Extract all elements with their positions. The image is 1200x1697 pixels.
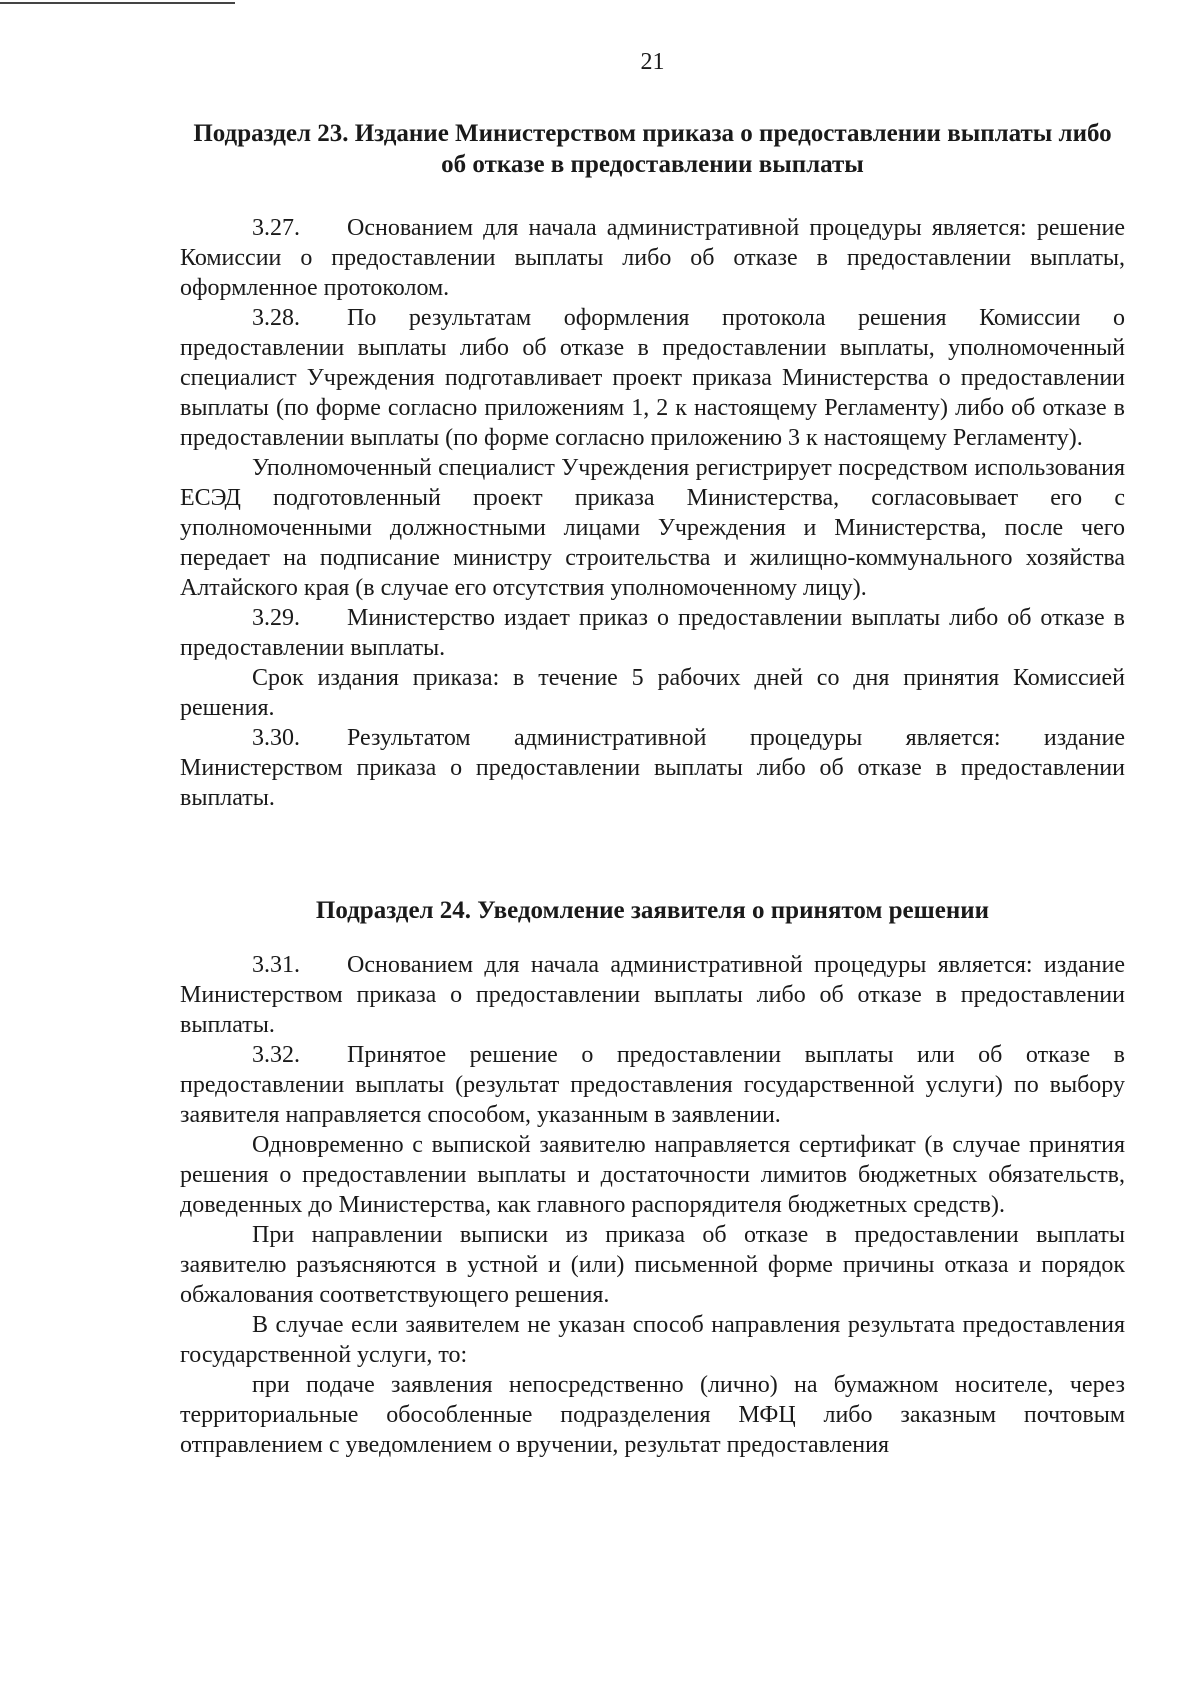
paragraph-3-30 [180, 723, 1125, 813]
paragraph-3-32 [180, 1040, 1125, 1130]
paragraph-text: По результатам оформления протокола решения Комиссии о предоставлении выплаты либо об отказе в предоставлении выплаты, уполномоченный специалист Учреждения подготавливает проект приказа Министерства о предоставлении выплаты (по форме согласно приложениям 1, 2 к настоящему Регламенту) либо об отказе в предоставлении выплаты (по форме согласно приложению 3 к настоящему Регламенту). [180, 305, 1125, 451]
paragraph-text: Срок издания приказа: в течение 5 рабочих дней со дня принятия Комиссией решения. [180, 665, 1125, 721]
section-24-body [180, 950, 1125, 1460]
paragraph-text: при подаче заявления непосредственно (лично) на бумажном носителе, через территориальные обособленные подразделения МФЦ либо заказным почтовым отправлением с уведомлением о вручении, результат предоставления [180, 1372, 1125, 1458]
clause-number: 3.31. [252, 952, 300, 978]
paragraph-3-31 [180, 950, 1125, 1040]
paragraph-registration [180, 453, 1125, 603]
paragraph-deadline [180, 663, 1125, 723]
paragraph-text: Результатом административной процедуры является: издание Министерством приказа о предоставлении выплаты либо об отказе в предоставлении выплаты. [180, 725, 1125, 811]
paragraph-no-method [180, 1310, 1125, 1370]
scan-edge-line [0, 2, 235, 4]
paragraph-text: Принятое решение о предоставлении выплаты или об отказе в предоставлении выплаты (результат предоставления государственной услуги) по выбору заявителя направляется способом, указанным в заявлении. [180, 1042, 1125, 1128]
clause-number: 3.32. [252, 1042, 300, 1068]
paragraph-3-29 [180, 603, 1125, 663]
paragraph-text: При направлении выписки из приказа об отказе в предоставлении выплаты заявителю разъясняются в устной и (или) письменной форме причины отказа и порядок обжалования соответствующего решения. [180, 1222, 1125, 1308]
section-heading-24: Подраздел 24. Уведомление заявителя о принятом решении [315, 897, 990, 924]
paragraph-text: Основанием для начала административной процедуры является: решение Комиссии о предоставлении выплаты либо об отказе в предоставлении выплаты, оформленное протоколом. [180, 215, 1125, 301]
section-23-body [180, 213, 1125, 813]
paragraph-refusal-explanation [180, 1220, 1125, 1310]
clause-number: 3.27. [252, 215, 300, 241]
paragraph-text: Уполномоченный специалист Учреждения регистрирует посредством использования ЕСЭД подготовленный проект приказа Министерства, согласовывает его с уполномоченными должностными лицами Учреждения и Министерства, после чего передает на подписание министру строительства и жилищно-коммунального хозяйства Алтайского края (в случае его отсутствия уполномоченному лицу). [180, 455, 1125, 601]
paragraph-text: Министерство издает приказ о предоставлении выплаты либо об отказе в предоставлении выплаты. [180, 605, 1125, 661]
paragraph-certificate [180, 1130, 1125, 1220]
page-number: 21 [640, 49, 665, 75]
paragraph-text: В случае если заявителем не указан способ направления результата предоставления государственной услуги, то: [180, 1312, 1125, 1368]
paragraph-text: Одновременно с выпиской заявителю направляется сертификат (в случае принятия решения о предоставлении выплаты и достаточности лимитов бюджетных обязательств, доведенных до Министерства, как главного распорядителя бюджетных средств). [180, 1132, 1125, 1218]
paragraph-3-28 [180, 303, 1125, 453]
section-heading-23: Подраздел 23. Издание Министерством приказа о предоставлении выплаты либо об отказе в предоставлении выплаты [193, 120, 1112, 178]
clause-number: 3.29. [252, 605, 300, 631]
clause-number: 3.28. [252, 305, 300, 331]
clause-number: 3.30. [252, 725, 300, 751]
paragraph-3-27 [180, 213, 1125, 303]
paragraph-text: Основанием для начала административной процедуры является: издание Министерством приказа о предоставлении выплаты либо об отказе в предоставлении выплаты. [180, 952, 1125, 1038]
paragraph-paper-submission [180, 1370, 1125, 1460]
